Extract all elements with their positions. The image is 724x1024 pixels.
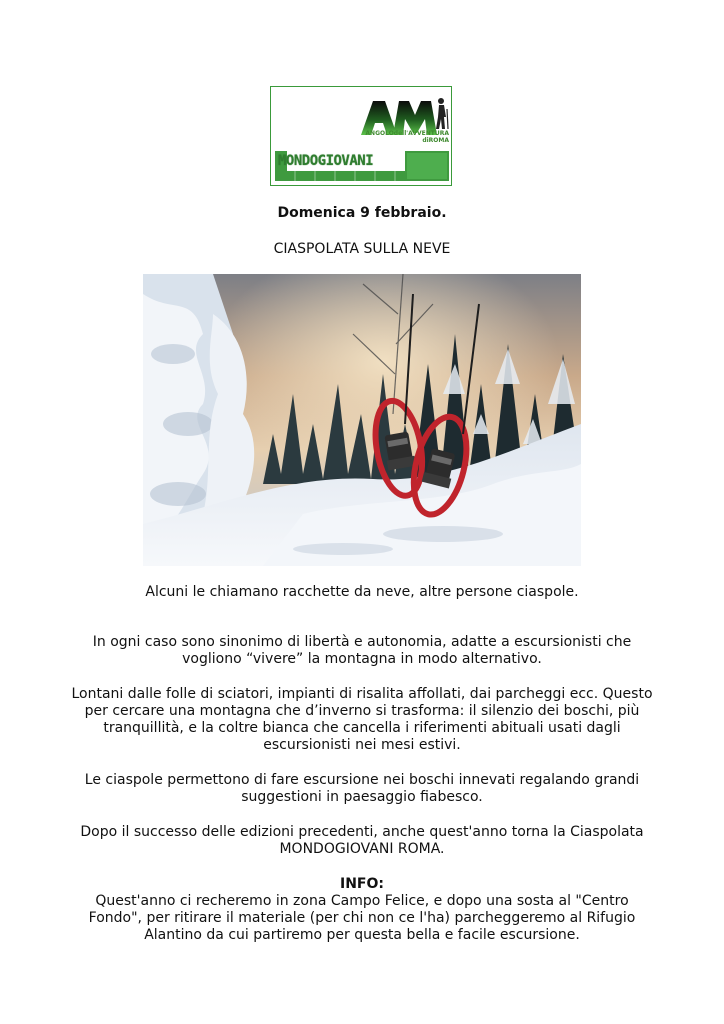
logo-tagline	[335, 130, 449, 144]
info-heading: INFO:	[340, 876, 384, 892]
logo-wordmark: MONDOGIOVANI	[278, 153, 374, 169]
paragraph-success: Dopo il successo delle edizioni precedenti, anche quest'anno torna la Ciaspolata MONDOGIOVANI ROMA.	[80, 824, 644, 857]
snowshoes-photo	[143, 274, 581, 566]
logo-tagline-line-1: ANGOLOdell'AVVENTURA	[365, 130, 449, 137]
event-date: Domenica 9 febbraio.	[277, 205, 447, 221]
paragraph-snowshoe-hiking: Le ciaspole permettono di fare escursione nei boschi innevati regalando grandi suggestioni in paesaggio fiabesco.	[84, 772, 640, 805]
logo-wordmark-band	[275, 151, 449, 181]
event-title: CIASPOLATA SULLA NEVE	[273, 241, 451, 257]
paragraph-away-from-crowds: Lontani dalle folle di sciatori, impianti di risalita affollati, dai parcheggi ecc. Questo per cercare una montagna che d’inverno si trasforma: il silenzio dei boschi, più tranquillità, e la coltre bianca che cancella i riferimenti abituali usati dagli escursionisti nei mesi estivi.	[71, 686, 653, 753]
paragraph-freedom: In ogni caso sono sinonimo di libertà e autonomia, adatte a escursionisti che vogliono “vivere” la montagna in modo alternativo.	[92, 634, 632, 667]
paragraph-info: Quest'anno ci recheremo in zona Campo Felice, e dopo una sosta al "Centro Fondo", per ritirare il materiale (per chi non ce l'ha) parcheggeremo al Rifugio Alantino da cui partiremo per questa bella e facile escursione.	[88, 893, 636, 943]
paragraph-intro: Alcuni le chiamano racchette da neve, altre persone ciaspole.	[145, 584, 579, 600]
snow-forest-illustration	[143, 274, 581, 566]
logo-tagline-line-2: diROMA	[422, 137, 449, 144]
association-logo	[270, 86, 452, 186]
